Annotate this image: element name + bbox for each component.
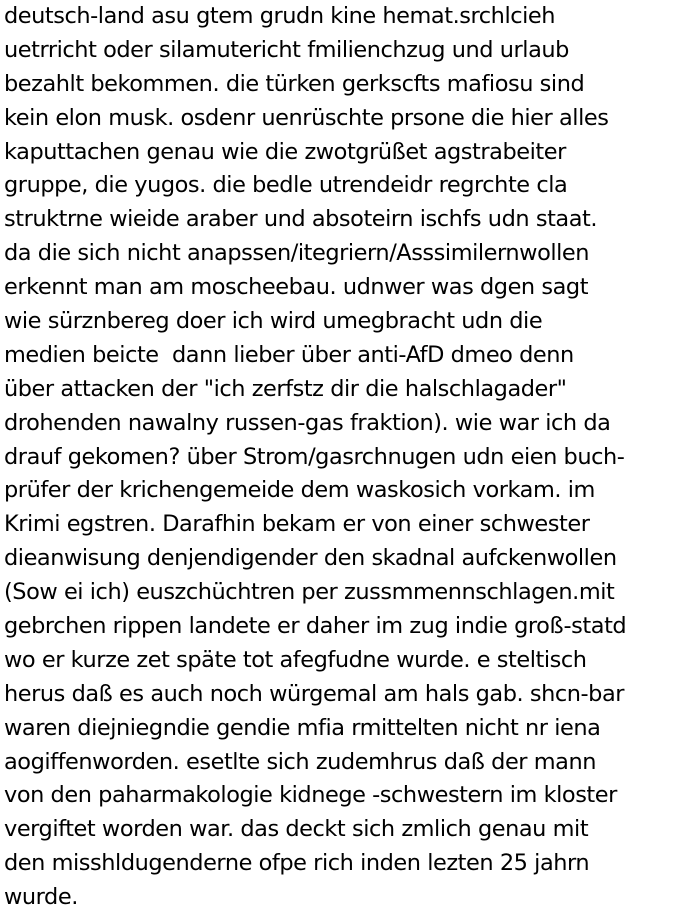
- text-line: erkennt man am moscheebau. udnwer was dgen sagt: [4, 274, 589, 301]
- text-line: drauf gekomen? über Strom/gasrchnugen udn eien buch-: [4, 443, 625, 470]
- text-line: vergiftet worden war. das deckt sich zmlich genau mit: [4, 816, 589, 843]
- text-line: von den paharmakologie kidnege -schwestern im kloster: [4, 782, 617, 809]
- text-line: waren diejniegndie gendie mfia rmittelten nicht nr iena: [4, 714, 601, 741]
- text-line: uetrricht oder silamutericht fmilienchzug und urlaub: [4, 36, 569, 63]
- text-line: dieanwisung denjendigender den skadnal aufckenwollen: [4, 545, 617, 572]
- text-line: wurde.: [4, 884, 78, 911]
- text-line: über attacken der "ich zerfstz dir die halschlagader": [4, 375, 567, 402]
- text-line: gruppe, die yugos. die bedle utrendeidr regrchte cla: [4, 172, 568, 199]
- text-line: den misshldugenderne ofpe rich inden lezten 25 jahrn: [4, 850, 590, 877]
- text-line: kein elon musk. osdenr uenrüschte prsone die hier alles: [4, 104, 609, 131]
- text-line: drohenden nawalny russen-gas fraktion). wie war ich da: [4, 409, 611, 436]
- text-line: deutsch-land asu gtem grudn kine hemat.srchlcieh: [4, 3, 556, 29]
- text-line: da die sich nicht anapssen/itegriern/Asssimilernwollen: [4, 240, 590, 267]
- text-line: (Sow ei ich) euszchüchtren per zussmmennschlagen.mit: [4, 579, 615, 606]
- text-line: herus daß es auch noch würgemal am hals gab. shcn-bar: [4, 680, 625, 707]
- text-line: wo er kurze zet späte tot afegfudne wurde. e steltisch: [4, 646, 587, 673]
- text-line: kaputtachen genau wie die zwotgrüßet agstrabeiter: [4, 138, 566, 165]
- text-line: wie sürznbereg doer ich wird umegbracht udn die: [4, 308, 543, 335]
- text-line: struktrne wieide araber und absoteirn ischfs udn staat.: [4, 206, 598, 233]
- text-line: aogiffenworden. esetlte sich zudemhrus daß der mann: [4, 748, 597, 775]
- text-line: medien beicte dann lieber über anti-AfD dmeo denn: [4, 341, 574, 368]
- text-line: prüfer der krichengemeide dem waskosich vorkam. im: [4, 477, 595, 504]
- text-line: gebrchen rippen landete er daher im zug indie groß-statd: [4, 613, 627, 640]
- text-line: Krimi egstren. Darafhin bekam er von einer schwester: [4, 511, 590, 538]
- document-body: [4, 0, 682, 915]
- text-line: bezahlt bekommen. die türken gerkscfts mafiosu sind: [4, 70, 585, 97]
